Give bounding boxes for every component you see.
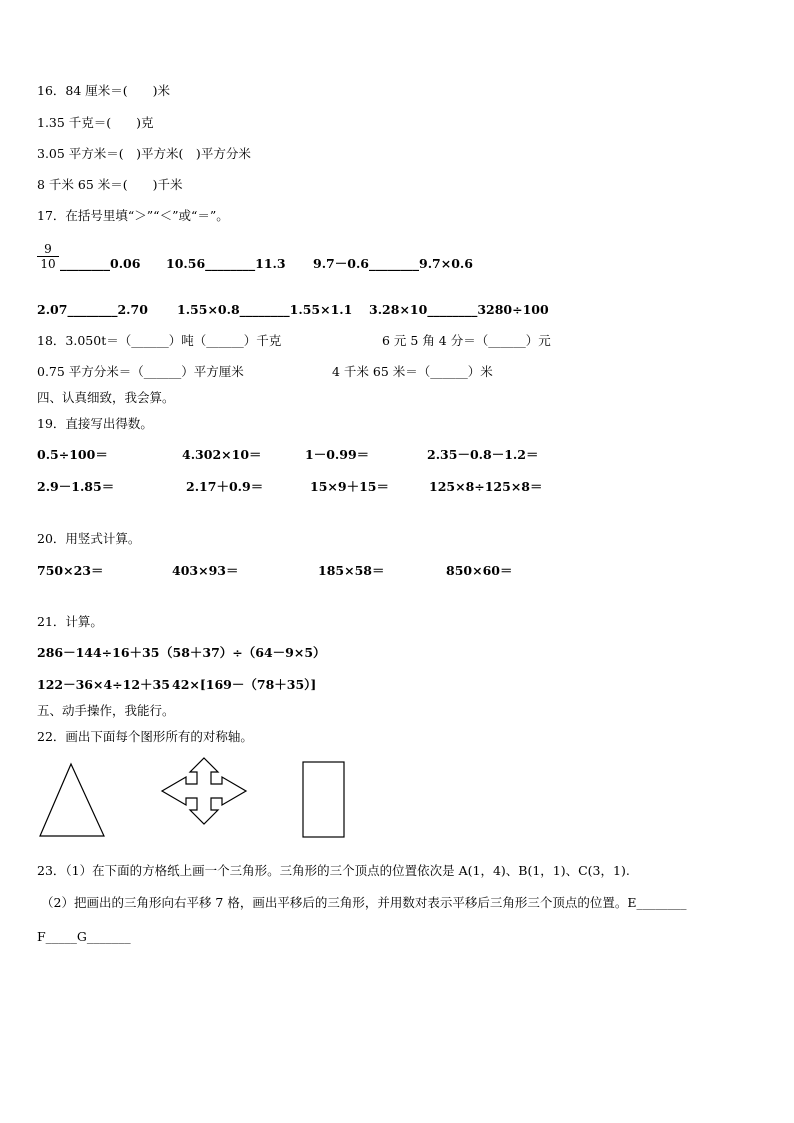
q17-title: 17．在括号里填“＞”“＜”或“＝”。 <box>37 208 229 223</box>
calc-expression: 286－144÷16＋35 <box>37 645 160 660</box>
q21-title: 21．计算。 <box>37 614 103 629</box>
q16-line-1: 16．84 厘米＝( )米 <box>37 83 171 98</box>
q16-line-2: 1.35 千克＝( )克 <box>37 115 154 130</box>
q18-line-1b: 6 元 5 角 4 分＝（______）元 <box>382 333 551 348</box>
direct-calc-item: 1－0.99＝ <box>305 447 370 462</box>
rectangle-figure <box>302 761 346 839</box>
calc-expression: 122－36×4÷12＋35 <box>37 677 170 692</box>
direct-calc-item: 125×8÷125×8＝ <box>429 479 543 494</box>
compare-item: 2.07________2.70 <box>37 302 148 317</box>
compare-item: 1.55×0.8________1.55×1.1 <box>177 302 353 317</box>
q18-line-2: 0.75 平方分米＝（______）平方厘米 <box>37 364 244 379</box>
q18-line-2b: 4 千米 65 米＝（______）米 <box>332 364 493 379</box>
triangle-figure <box>38 762 106 838</box>
compare-item: 10.56________11.3 <box>166 256 286 271</box>
q19-title: 19．直接写出得数。 <box>37 416 153 431</box>
fraction-numerator: 9 <box>37 242 59 257</box>
q23-answer-line: F_____G_______ <box>37 929 131 944</box>
fraction-denominator: 10 <box>40 257 56 271</box>
fraction-nine-tenths <box>37 242 59 271</box>
direct-calc-item: 2.9－1.85＝ <box>37 479 115 494</box>
direct-calc-item: 2.35－0.8－1.2＝ <box>427 447 539 462</box>
vertical-calc-item: 403×93＝ <box>172 563 239 578</box>
compare-item: 9.7－0.6________9.7×0.6 <box>313 256 473 271</box>
vertical-calc-item: 185×58＝ <box>318 563 385 578</box>
q22-title: 22．画出下面每个图形所有的对称轴。 <box>37 729 253 744</box>
vertical-calc-item: 850×60＝ <box>446 563 513 578</box>
compare-item: ________0.06 <box>60 256 141 271</box>
direct-calc-item: 0.5÷100＝ <box>37 447 108 462</box>
direct-calc-item: 2.17＋0.9＝ <box>186 479 264 494</box>
q20-title: 20．用竖式计算。 <box>37 531 141 546</box>
q23-part-1: 23．（1）在下面的方格纸上画一个三角形。三角形的三个顶点的位置依次是 A(1，4)、B(1，1)、C(3，1). <box>37 863 630 878</box>
calc-expression: 42×[169－（78＋35）] <box>172 677 317 692</box>
calc-expression: （58＋37）÷（64－9×5） <box>160 645 326 660</box>
section-four-heading: 四、认真细致，我会算。 <box>37 390 175 405</box>
section-five-heading: 五、动手操作，我能行。 <box>37 703 175 718</box>
compare-item: 3.28×10________3280÷100 <box>369 302 549 317</box>
direct-calc-item: 4.302×10＝ <box>182 447 262 462</box>
q16-line-4: 8 千米 65 米＝( )千米 <box>37 177 183 192</box>
q23-part-2: （2）把画出的三角形向右平移 7 格，画出平移后的三角形，并用数对表示平移后三角形三个顶点的位置。E________ <box>41 895 687 910</box>
vertical-calc-item: 750×23＝ <box>37 563 104 578</box>
q18-line-1: 18．3.050t＝（______）吨（______）千克 <box>37 333 282 348</box>
four-arrows-figure <box>160 757 248 825</box>
direct-calc-item: 15×9＋15＝ <box>310 479 389 494</box>
q16-line-3: 3.05 平方米＝( )平方米( )平方分米 <box>37 146 251 161</box>
